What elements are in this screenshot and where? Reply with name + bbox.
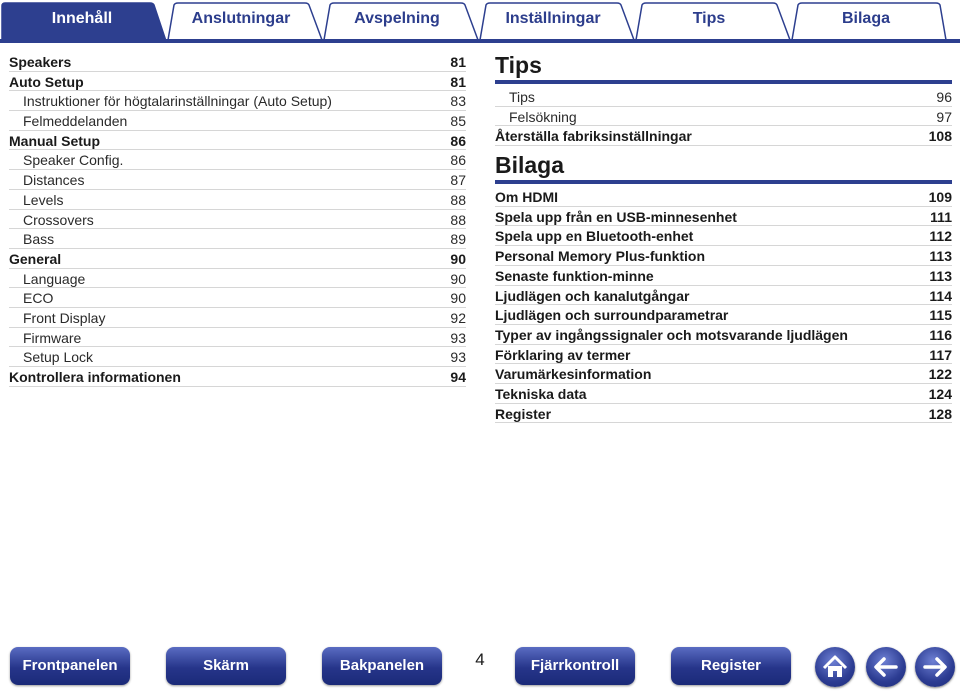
frontpanelen-button[interactable]: Frontpanelen — [10, 647, 130, 685]
toc-page: 113 — [929, 267, 952, 284]
toc-label: Spela upp en Bluetooth-enhet — [495, 228, 694, 245]
toc-page: 96 — [936, 89, 952, 105]
toc-row-auto-setup[interactable] — [9, 72, 466, 92]
toc-page: 93 — [450, 349, 466, 366]
toc-page: 90 — [450, 290, 466, 307]
toc-label: Tekniska data — [495, 385, 587, 402]
toc-label: Tips — [509, 89, 535, 105]
toc-row-tips[interactable] — [495, 87, 952, 107]
toc-row-om-hdmi[interactable] — [495, 187, 952, 207]
toc-label: ECO — [23, 290, 54, 307]
toc-label: Front Display — [23, 309, 106, 326]
arrow-right-icon — [915, 647, 955, 687]
toc-label: Förklaring av termer — [495, 346, 631, 363]
section-heading-tips — [495, 50, 952, 84]
toc-page: 86 — [450, 152, 466, 169]
tab-underline — [0, 39, 960, 43]
toc-row-kontrollera-informationen[interactable] — [9, 367, 466, 387]
tab-anslutningar[interactable]: Anslutningar — [191, 10, 291, 27]
toc-row-senaste-funktion[interactable] — [495, 266, 952, 286]
toc-label: Register — [495, 405, 552, 422]
toc-label: Senaste funktion-minne — [495, 267, 654, 284]
toc-page: 114 — [929, 287, 952, 304]
toc-label: Ljudlägen och kanalutgångar — [495, 287, 690, 304]
toc-row-distances[interactable] — [9, 170, 466, 190]
toc-page: 86 — [450, 132, 466, 149]
toc-label: Speakers — [9, 54, 72, 70]
toc-row-firmware[interactable] — [9, 328, 466, 348]
toc-row-manual-setup[interactable] — [9, 131, 466, 151]
toc-row-setup-lock[interactable] — [9, 347, 466, 367]
toc-right-column — [495, 50, 952, 423]
toc-row-tekniska-data[interactable] — [495, 384, 952, 404]
toc-page: 88 — [450, 211, 466, 228]
next-page-button[interactable] — [915, 647, 955, 687]
toc-row-bass[interactable] — [9, 229, 466, 249]
toc-row-varumarke[interactable] — [495, 364, 952, 384]
toc-label: Bass — [23, 231, 55, 248]
toc-page: 89 — [450, 231, 466, 248]
tab-tips[interactable]: Tips — [692, 10, 726, 27]
toc-row-forklaring[interactable] — [495, 345, 952, 365]
toc-label: Typer av ingångssignaler och motsvarande ljudlägen — [495, 326, 848, 343]
toc-row-crossovers[interactable] — [9, 210, 466, 230]
bakpanelen-button[interactable]: Bakpanelen — [322, 647, 442, 685]
toc-label: Felsökning — [509, 108, 577, 125]
arrow-left-icon — [866, 647, 906, 687]
toc-label: Speaker Config. — [23, 152, 124, 169]
toc-page: 88 — [450, 191, 466, 208]
fjarrkontroll-button[interactable]: Fjärrkontroll — [515, 647, 635, 685]
toc-left-column — [9, 52, 466, 387]
toc-page: 122 — [928, 366, 952, 383]
toc-label: Varumärkesinformation — [495, 366, 652, 383]
register-button[interactable]: Register — [671, 647, 791, 685]
toc-row-felmeddelanden[interactable] — [9, 111, 466, 131]
toc-label: General — [9, 250, 62, 267]
toc-row-general[interactable] — [9, 249, 466, 269]
toc-page: 113 — [929, 248, 952, 265]
section-heading-bilaga — [495, 150, 952, 184]
toc-label: Setup Lock — [23, 349, 94, 366]
toc-label: Spela upp från en USB-minnesenhet — [495, 208, 737, 225]
toc-page: 128 — [928, 405, 952, 422]
toc-label: Personal Memory Plus-funktion — [495, 248, 706, 265]
toc-page: 81 — [450, 73, 466, 90]
toc-page: 87 — [450, 172, 466, 189]
section-title: Bilaga — [495, 152, 565, 179]
toc-page: 111 — [930, 208, 952, 225]
toc-row-speaker-config[interactable] — [9, 150, 466, 170]
previous-page-button[interactable] — [866, 647, 906, 687]
home-button[interactable] — [815, 647, 855, 687]
toc-label: Firmware — [23, 329, 82, 346]
toc-row-ljudlagen-surround[interactable] — [495, 305, 952, 325]
toc-page: 115 — [929, 307, 952, 324]
toc-row-felsokning[interactable] — [495, 107, 952, 127]
toc-row-instruktioner[interactable] — [9, 91, 466, 111]
toc-page: 83 — [450, 93, 466, 110]
toc-row-front-display[interactable] — [9, 308, 466, 328]
toc-label: Levels — [23, 191, 64, 208]
toc-row-language[interactable] — [9, 269, 466, 289]
toc-label: Language — [23, 270, 86, 287]
tab-innehall[interactable]: Innehåll — [51, 10, 113, 27]
toc-row-usb[interactable] — [495, 207, 952, 227]
skarm-button[interactable]: Skärm — [166, 647, 286, 685]
toc-page: 90 — [450, 270, 466, 287]
home-icon — [815, 647, 855, 687]
toc-page: 97 — [936, 108, 952, 125]
toc-label: Instruktioner för högtalarinställningar (Auto Setup) — [23, 93, 332, 110]
toc-page: 81 — [450, 54, 466, 70]
toc-row-ljudlagen-kanal[interactable] — [495, 286, 952, 306]
toc-page: 124 — [928, 385, 952, 402]
toc-row-register[interactable] — [495, 404, 952, 424]
toc-page: 109 — [928, 189, 952, 206]
toc-page: 112 — [929, 228, 952, 245]
toc-row-aterstalla[interactable] — [495, 126, 952, 146]
toc-row-eco[interactable] — [9, 288, 466, 308]
toc-label: Auto Setup — [9, 73, 84, 90]
tab-avspelning[interactable]: Avspelning — [354, 10, 440, 27]
toc-page: 92 — [450, 309, 466, 326]
toc-page: 85 — [450, 113, 466, 130]
toc-label: Manual Setup — [9, 132, 101, 149]
toc-page: 94 — [450, 369, 466, 385]
toc-row-levels[interactable] — [9, 190, 466, 210]
toc-page: 117 — [929, 346, 952, 363]
toc-row-ingangssignaler[interactable] — [495, 325, 952, 345]
toc-page: 90 — [450, 250, 466, 267]
toc-label: Crossovers — [23, 211, 94, 228]
toc-label: Ljudlägen och surroundparametrar — [495, 307, 729, 324]
page-number: 4 — [475, 650, 485, 669]
tab-installningar[interactable]: Inställningar — [505, 10, 601, 27]
section-title: Tips — [495, 52, 542, 78]
toc-row-personal-memory[interactable] — [495, 246, 952, 266]
toc-label: Återställa fabriksinställningar — [495, 128, 692, 145]
toc-row-speakers[interactable] — [9, 52, 466, 72]
toc-page: 116 — [929, 326, 952, 343]
toc-row-bluetooth[interactable] — [495, 226, 952, 246]
tab-bilaga[interactable]: Bilaga — [841, 10, 890, 27]
toc-label: Felmeddelanden — [23, 113, 128, 130]
toc-label: Kontrollera informationen — [9, 369, 181, 385]
toc-label: Om HDMI — [495, 189, 558, 206]
toc-label: Distances — [23, 172, 85, 189]
toc-page: 93 — [450, 329, 466, 346]
tab-bar — [0, 0, 960, 44]
toc-page: 108 — [928, 128, 952, 145]
